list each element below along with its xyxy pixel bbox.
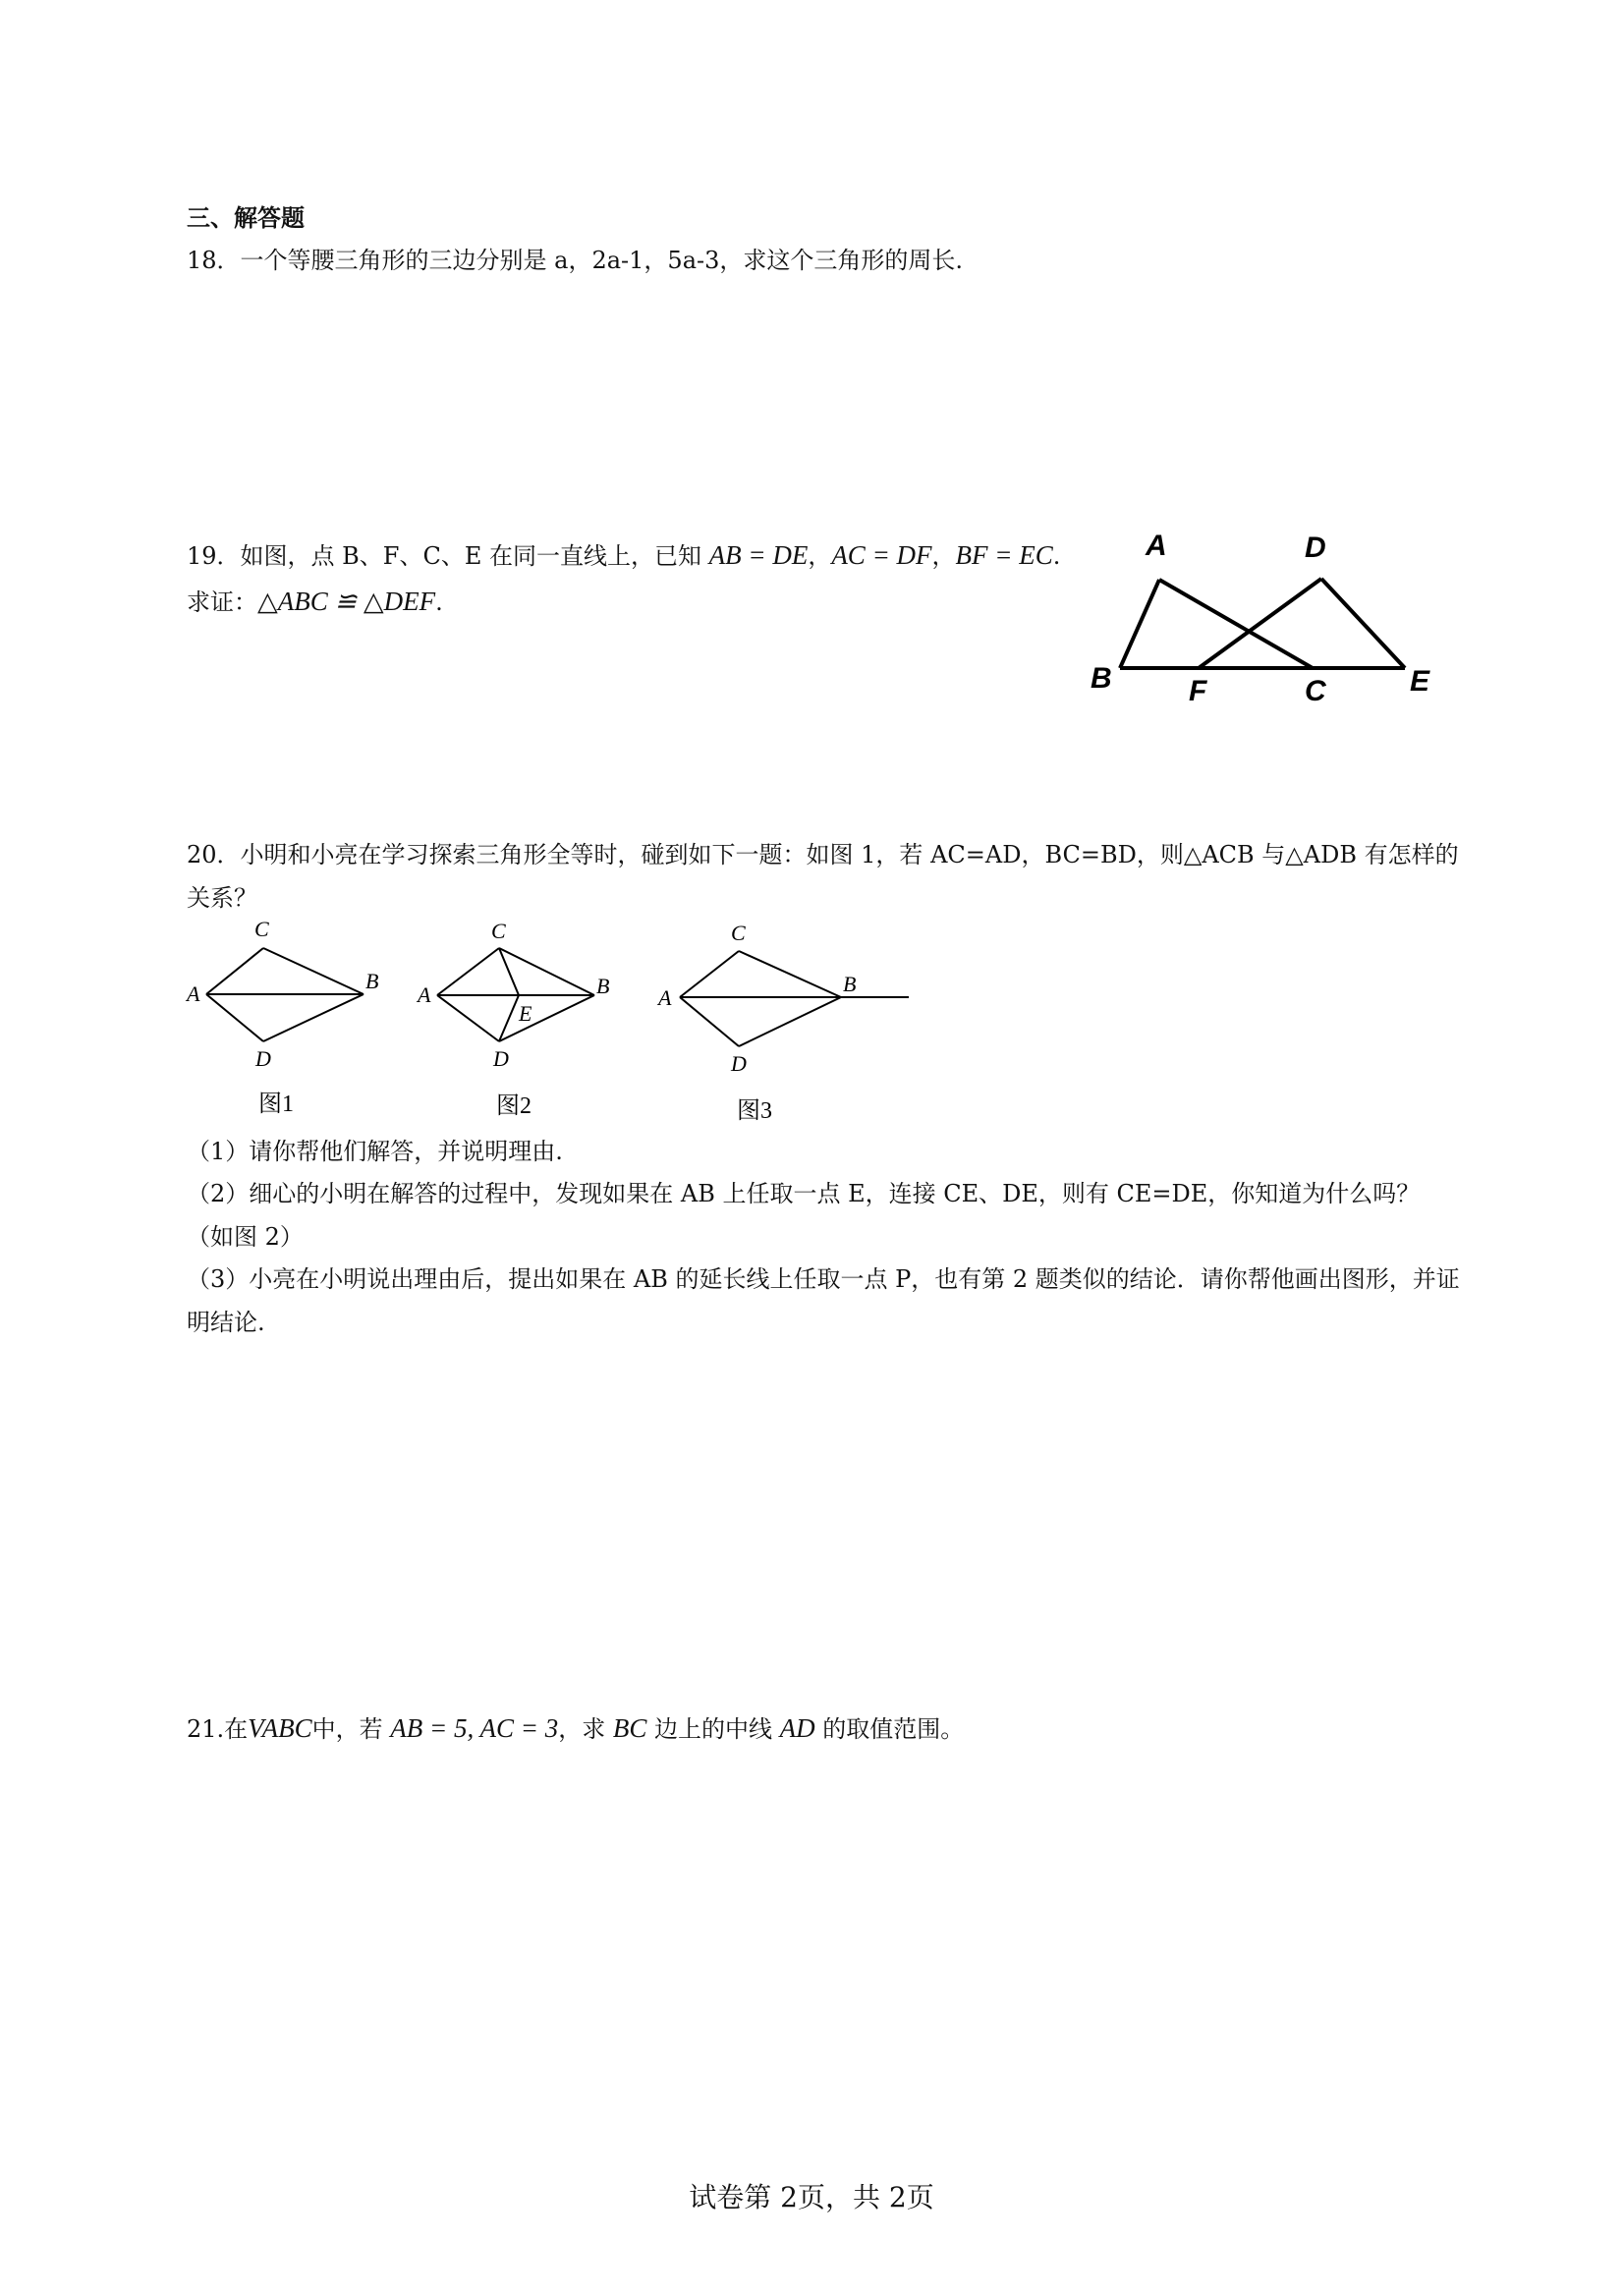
fig3-label-D: D — [731, 1051, 747, 1076]
q19-prove-label: 求证： — [187, 588, 257, 616]
question-18: 18．一个等腰三角形的三边分别是 a，2a-1，5a-3，求这个三角形的周长. — [187, 247, 964, 274]
q21-side: BC — [612, 1713, 647, 1743]
q21-cond: AB = 5, AC = 3 — [390, 1713, 559, 1743]
q19-prove-end: . — [435, 588, 443, 616]
fig1-label-C: C — [254, 917, 269, 941]
question-20-part-3: （3）小亮在小明说出理由后，提出如果在 AB 的延长线上任取一点 P，也有第 2 题类似的结论．请你帮他画出图形，并证明结论. — [187, 1265, 1460, 1336]
q20-figure-3 — [648, 919, 933, 1124]
q19-eq1: AB = DE — [708, 540, 809, 570]
question-20-statement: 20．小明和小亮在学习探索三角形全等时，碰到如下一题：如图 1，若 AC=AD，BC=BD，则△ACB 与△ADB 有怎样的关系？ — [187, 841, 1459, 912]
fig3-label-B: B — [843, 972, 857, 996]
q19-label-C: C — [1305, 675, 1326, 707]
fig2-label-C: C — [491, 919, 506, 943]
question-21 — [187, 1711, 964, 1746]
q19-end: . — [1052, 542, 1061, 570]
q19-figure — [1081, 526, 1474, 722]
question-20-part-2: （2）细心的小明在解答的过程中，发现如果在 AB 上任取一点 E，连接 CE、DE，则有 CE=DE，你知道为什么吗？（如图 2） — [187, 1180, 1421, 1251]
fig2-label-D: D — [493, 1046, 509, 1071]
fig3-caption: 图3 — [737, 1098, 772, 1124]
q19-sep2: ， — [931, 542, 956, 570]
page-footer: 试卷第 2页，共 2页 — [689, 2181, 934, 2213]
question-20-part-1: （1）请你帮他们解答，并说明理由. — [187, 1138, 563, 1165]
q21-mid1: 中，若 — [311, 1715, 391, 1743]
fig2-label-A: A — [418, 982, 431, 1007]
question-19-prove — [187, 585, 443, 619]
question-19-statement — [187, 538, 1060, 573]
q19-eq2: AC = DF — [831, 540, 932, 570]
q21-median: AD — [779, 1713, 815, 1743]
q19-label-A: A — [1146, 530, 1167, 562]
fig1-label-D: D — [255, 1046, 271, 1071]
q21-end: 的取值范围。 — [814, 1715, 965, 1743]
q19-sep1: ， — [808, 542, 832, 570]
q20-figure-2 — [413, 919, 629, 1119]
q21-mid2: ，求 — [558, 1715, 613, 1743]
q19-prefix: 19．如图，点 B、F、C、E 在同一直线上，已知 — [187, 542, 709, 570]
q19-prove-expr: △ABC ≌ △DEF — [257, 587, 436, 616]
q20-figure-1 — [182, 919, 398, 1115]
fig3-label-A: A — [658, 985, 672, 1010]
fig3-label-C: C — [731, 921, 746, 945]
fig2-caption: 图2 — [496, 1093, 532, 1119]
q21-mid3: 边上的中线 — [646, 1715, 780, 1743]
q19-label-D: D — [1305, 532, 1326, 564]
q19-eq3: BF = EC — [955, 540, 1053, 570]
fig1-caption: 图1 — [258, 1092, 294, 1117]
fig1-label-A: A — [187, 981, 200, 1006]
q21-prefix: 21.在 — [187, 1715, 249, 1743]
fig1-label-B: B — [365, 969, 379, 993]
q19-label-F: F — [1189, 675, 1207, 707]
fig2-label-B: B — [596, 974, 610, 998]
section-title: 三、解答题 — [187, 203, 305, 232]
fig2-label-E: E — [519, 1001, 532, 1026]
q21-triangle: VABC — [248, 1713, 312, 1743]
q19-label-B: B — [1091, 662, 1112, 695]
q19-label-E: E — [1410, 665, 1430, 698]
